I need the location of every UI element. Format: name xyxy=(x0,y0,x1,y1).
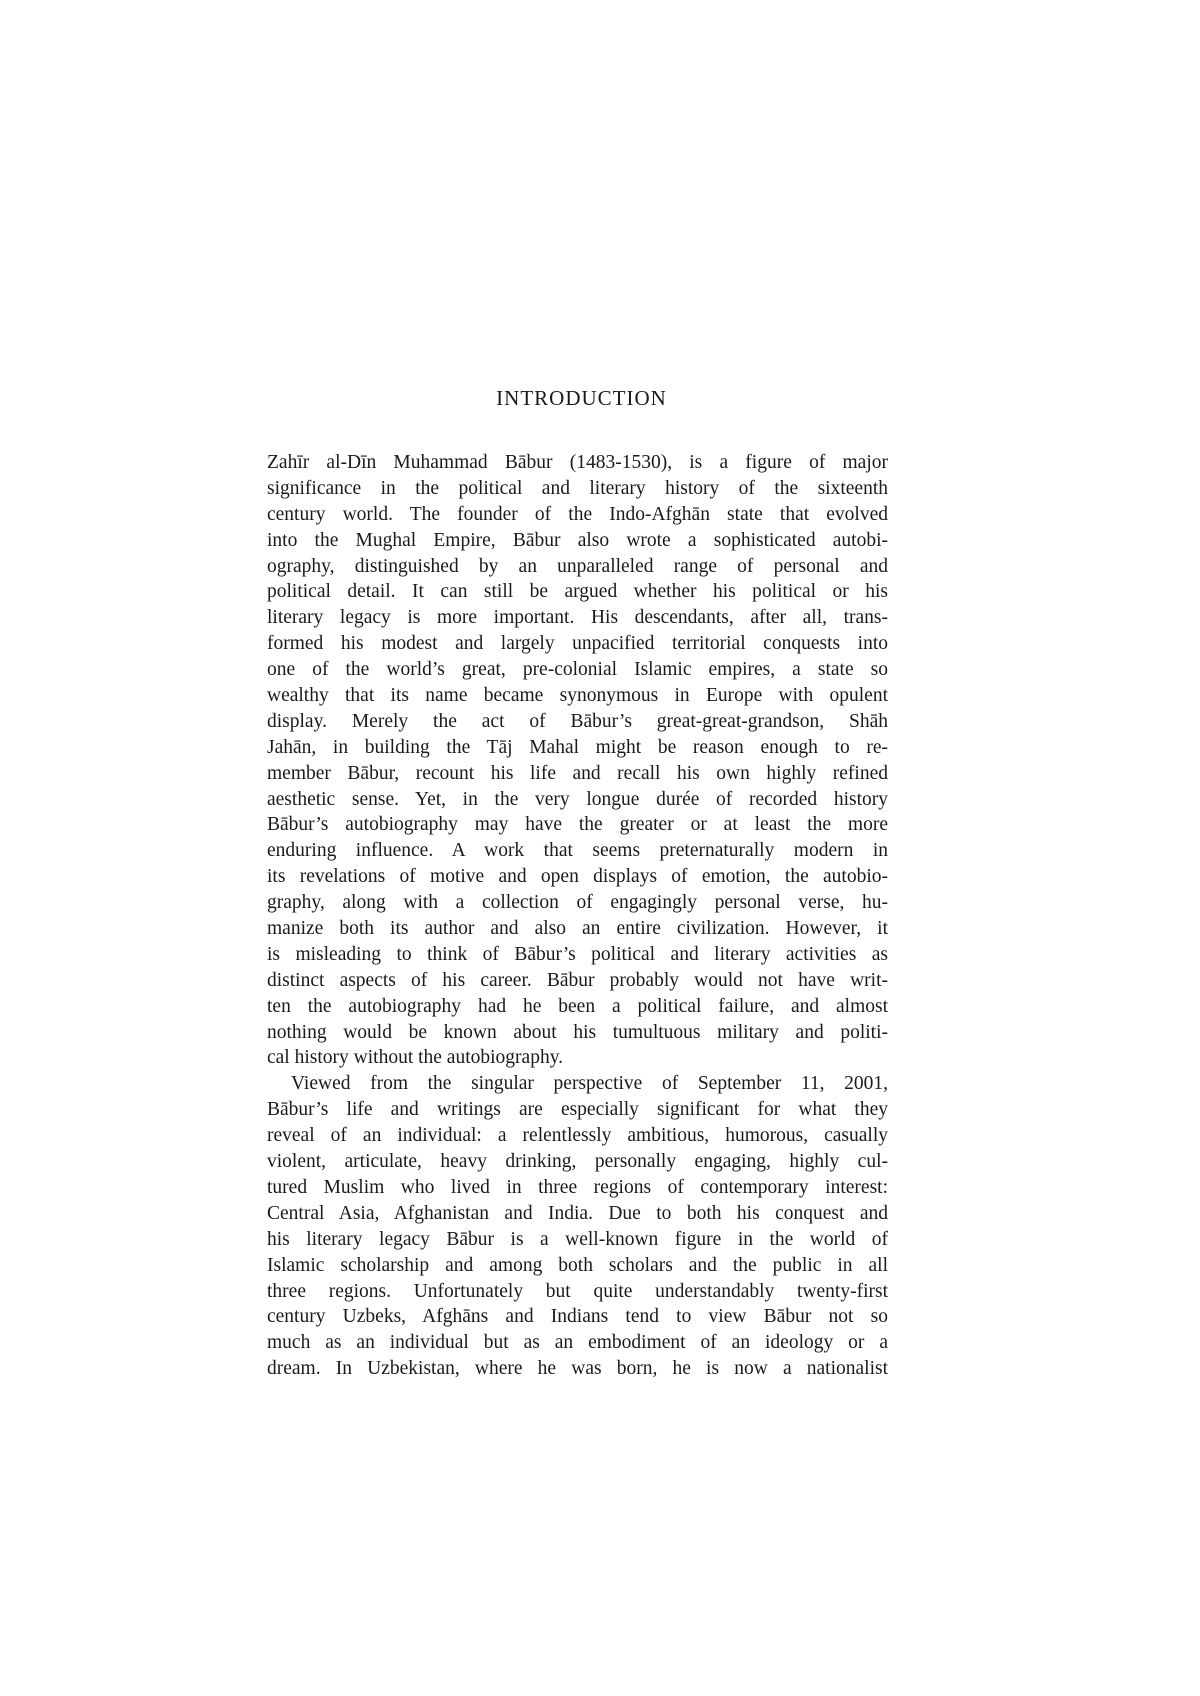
text-line: one of the world’s great, pre-colonial Islamic empires, a state so xyxy=(267,659,888,681)
text-line: manize both its author and also an entire civilization. However, it xyxy=(267,918,888,940)
text-line: into the Mughal Empire, Bābur also wrote a sophisticated autobi- xyxy=(267,529,888,551)
text-line: Islamic scholarship and among both scholars and the public in all xyxy=(267,1254,888,1276)
text-line: dream. In Uzbekistan, where he was born, he is now a nationalist xyxy=(267,1358,888,1380)
text-line: cal history without the autobiography. xyxy=(267,1047,564,1069)
text-line: Bābur’s autobiography may have the greater or at least the more xyxy=(267,814,888,836)
page-heading: INTRODUCTION xyxy=(496,386,667,410)
text-line: member Bābur, recount his life and recall his own highly refined xyxy=(267,762,888,784)
text-line: Viewed from the singular perspective of September 11, 2001, xyxy=(291,1073,888,1095)
text-line: three regions. Unfortunately but quite understandably twenty-first xyxy=(267,1280,888,1302)
text-line: wealthy that its name became synonymous in Europe with opulent xyxy=(267,685,888,707)
text-line: ten the autobiography had he been a political failure, and almost xyxy=(267,995,888,1017)
text-line: significance in the political and literary history of the sixteenth xyxy=(267,477,888,499)
body-text xyxy=(267,450,888,1382)
text-line: Central Asia, Afghanistan and India. Due to both his conquest and xyxy=(267,1202,888,1224)
text-line: graphy, along with a collection of engagingly personal verse, hu- xyxy=(267,892,888,914)
text-line: Bābur’s life and writings are especially significant for what they xyxy=(267,1099,888,1121)
text-line: is misleading to think of Bābur’s political and literary activities as xyxy=(267,943,888,965)
text-line: aesthetic sense. Yet, in the very longue durée of recorded history xyxy=(267,788,888,810)
text-line: reveal of an individual: a relentlessly ambitious, humorous, casually xyxy=(267,1125,888,1147)
text-line: its revelations of motive and open displays of emotion, the autobio- xyxy=(267,866,888,888)
text-line: violent, articulate, heavy drinking, personally engaging, highly cul- xyxy=(267,1151,888,1173)
text-line: Zahīr al-Dīn Muhammad Bābur (1483-1530), is a figure of major xyxy=(267,452,888,473)
text-line: century Uzbeks, Afghāns and Indians tend to view Bābur not so xyxy=(267,1306,888,1328)
text-line: century world. The founder of the Indo-Afghān state that evolved xyxy=(267,503,888,525)
text-line: distinct aspects of his career. Bābur probably would not have writ- xyxy=(267,969,888,991)
text-line: formed his modest and largely unpacified territorial conquests into xyxy=(267,633,888,655)
text-line: Jahān, in building the Tāj Mahal might be reason enough to re- xyxy=(267,736,888,758)
text-line: much as an individual but as an embodiment of an ideology or a xyxy=(267,1332,888,1354)
text-line: political detail. It can still be argued whether his political or his xyxy=(267,581,888,603)
text-line: nothing would be known about his tumultuous military and politi- xyxy=(267,1021,888,1043)
text-line: display. Merely the act of Bābur’s great-great-grandson, Shāh xyxy=(267,710,888,732)
text-line: enduring influence. A work that seems preternaturally modern in xyxy=(267,840,888,862)
text-line: literary legacy is more important. His descendants, after all, trans- xyxy=(267,607,888,629)
text-line: tured Muslim who lived in three regions of contemporary interest: xyxy=(267,1176,888,1198)
text-line: ography, distinguished by an unparalleled range of personal and xyxy=(267,555,888,577)
text-line: his literary legacy Bābur is a well-known figure in the world of xyxy=(267,1228,888,1250)
